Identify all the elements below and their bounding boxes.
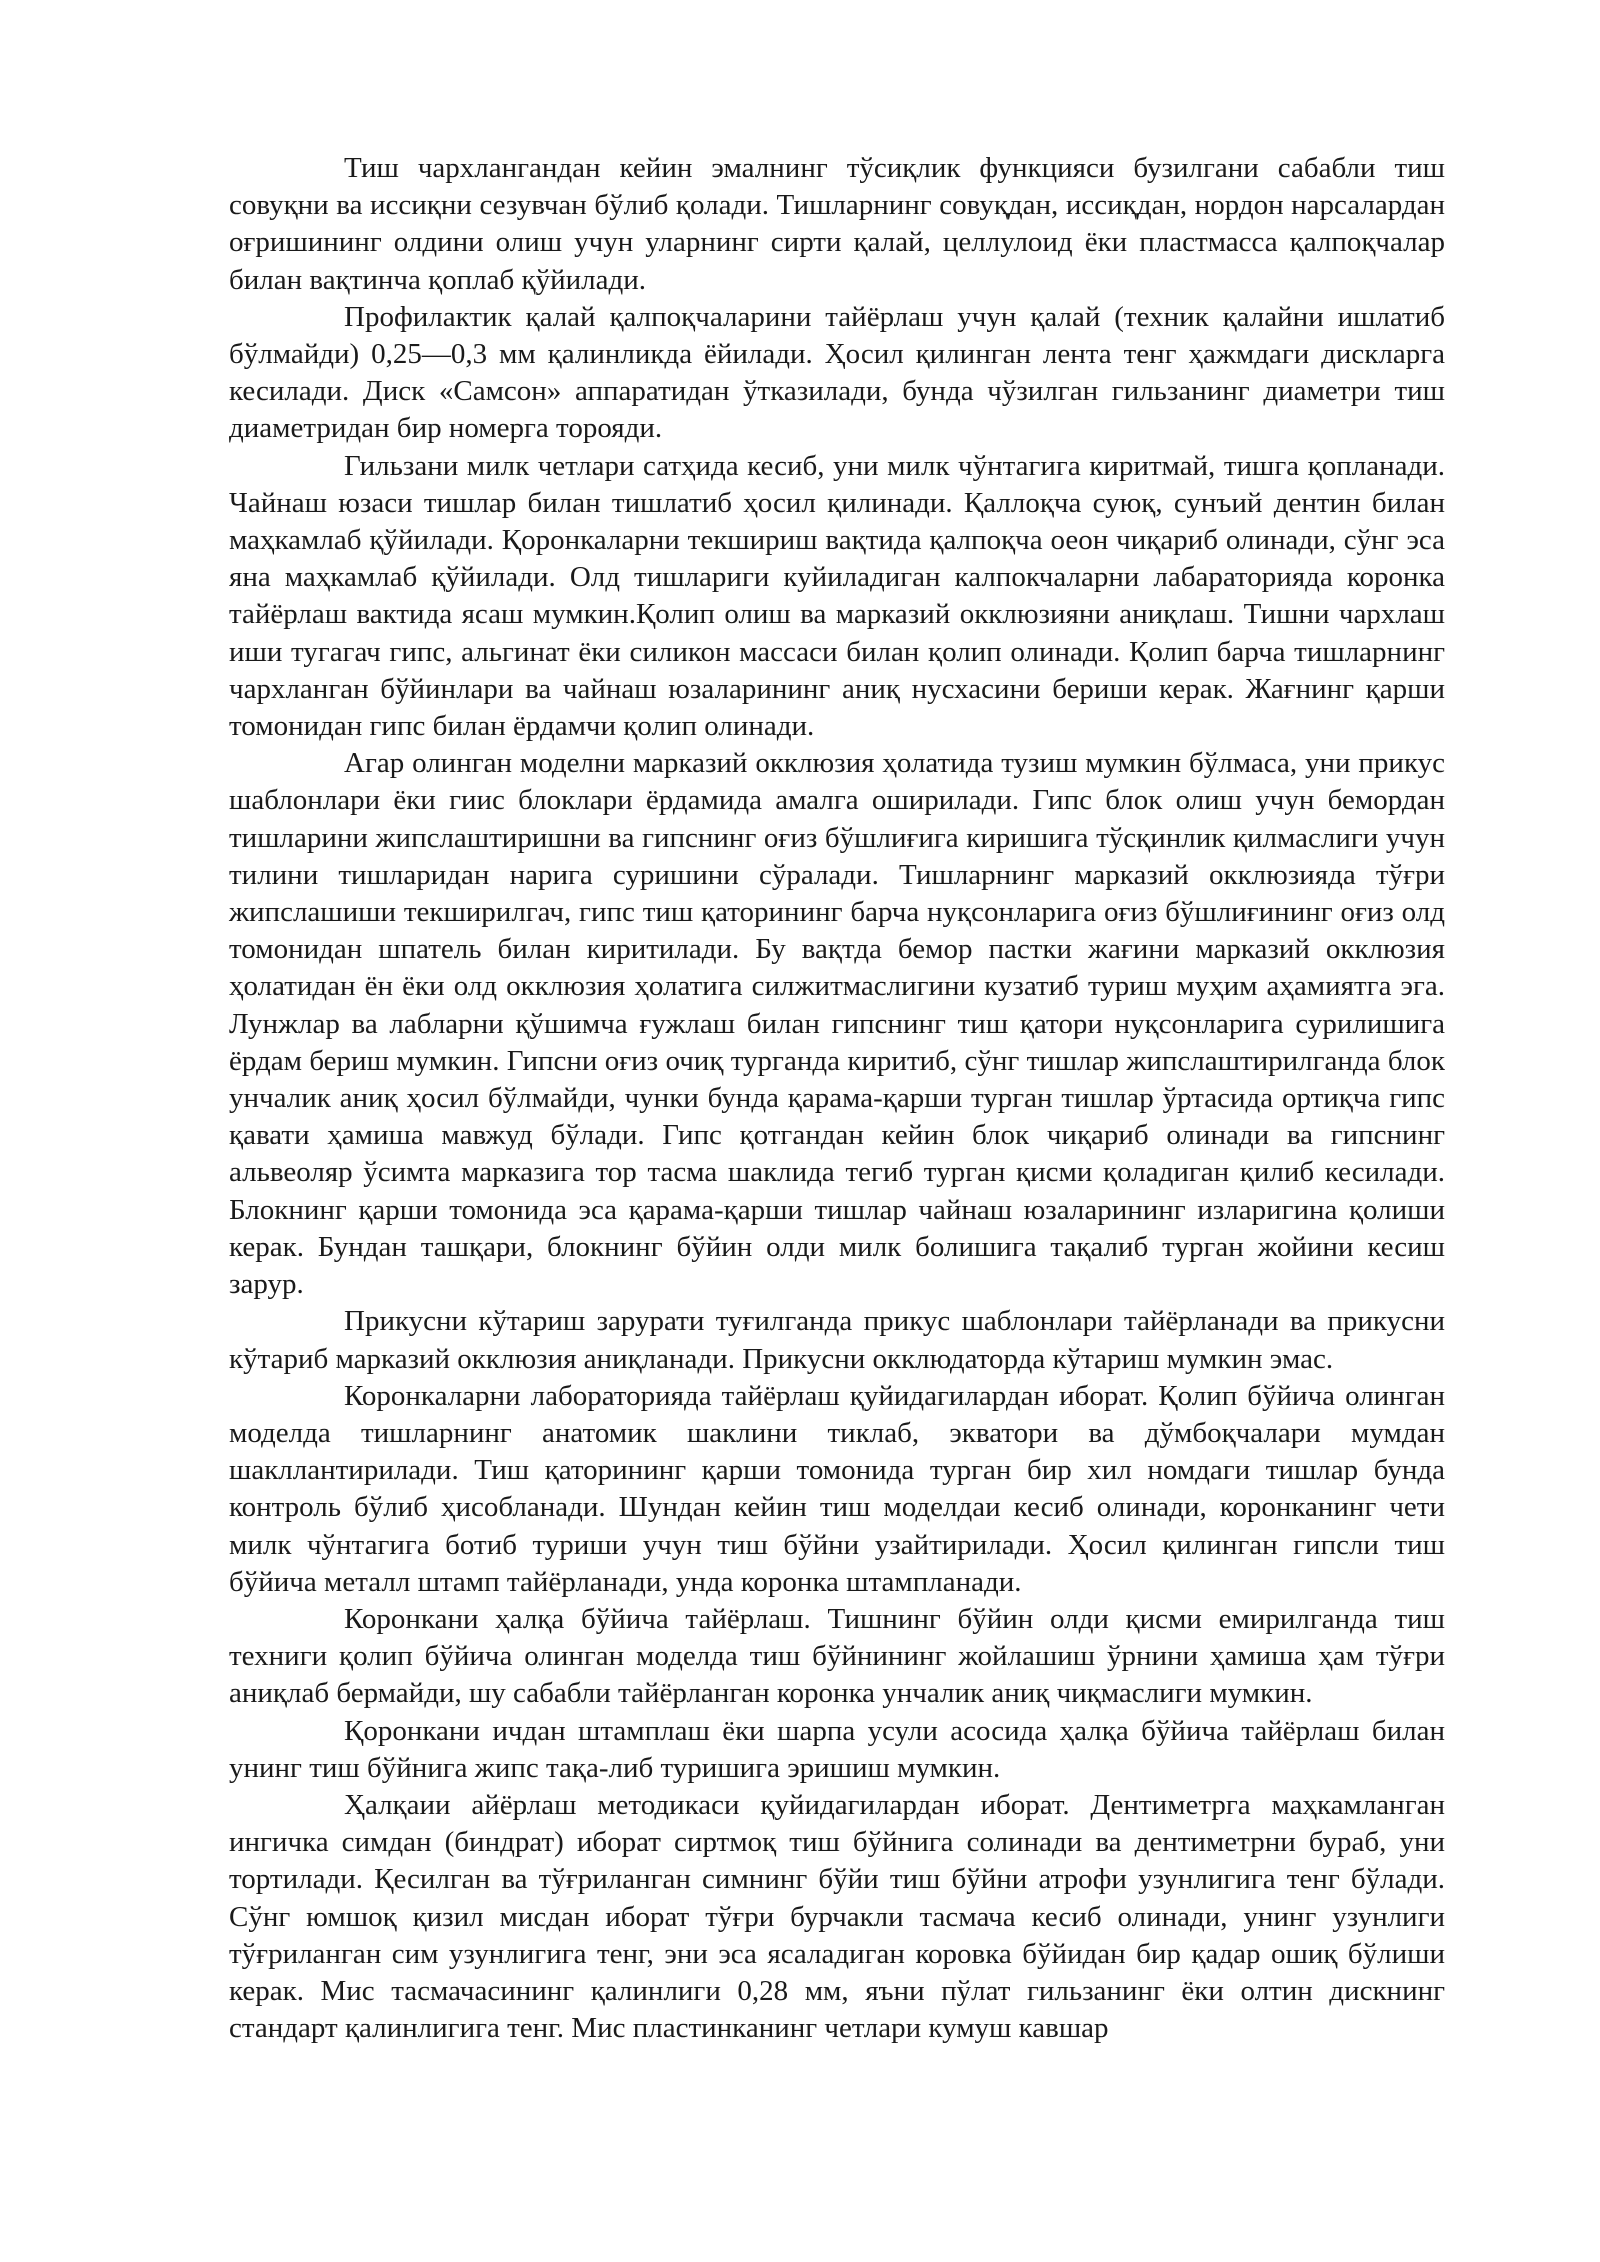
paragraph: Гильзани милк четлари сатҳида кесиб, уни милк чўнтагига киритмай, тишга қопланади. Чайнаш юзаси тишлар билан тишлатиб ҳосил қилинади. Қаллоқча суюқ, сунъий дентин билан маҳкамлаб қўйилади. Қоронкаларни текшириш вақтида қалпоқча оеон чиқариб олинади, сўнг эса яна маҳкамлаб қўйилади. Олд тишлариги куйиладиган калпокчаларни лабараторияда коронка тайёрлаш вактида ясаш мумкин.Қолип олиш ва марказий окклюзияни аниқлаш. Тишни чархлаш иши тугагач гипс, альгинат ёки силикон массаси билан қолип олинади. Қолип барча тишларнинг чархланган бўйинлари ва чайнаш юзаларининг аниқ нусхасини бериши керак. Жағнинг қарши томонидан гипс билан ёрдамчи қолип олинади.: [229, 449, 1445, 743]
paragraph: Коронкани ҳалқа бўйича тайёрлаш. Тишнинг бўйин олди қисми емирилганда тиш техниги қолип бўйича олинган моделда тиш бўйнининг жойлашиш ўрнини ҳамиша ҳам тўғри аниқлаб бермайди, шу сабабли тайёрланган коронка унчалик аниқ чиқмаслиги мумкин.: [229, 1602, 1445, 1710]
paragraph: Ҳалқаии айёрлаш методикаси қуйидагилардан иборат. Дентиметрга маҳкамланган ингичка симдан (биндрат) иборат сиртмоқ тиш бўйнига солинади ва дентиметрни бураб, уни тортилади. Қесилган ва тўғриланган симнинг бўйи тиш бўйни атрофи узунлигига тенг бўлади. Сўнг юмшоқ қизил мисдан иборат тўғри бурчакли тасмача кесиб олинади, унинг узунлиги тўғриланган сим узунлигига тенг, эни эса ясаладиган коровка бўйидан бир қадар ошиқ бўлиши керак. Мис тасмачасининг қалинлиги 0,28 мм, яъни пўлат гильзанинг ёки олтин дискнинг стандарт қалинлигига тенг. Мис пластинканинг четлари кумуш кавшар: [229, 1788, 1445, 2045]
paragraph: Қоронкани ичдан штамплаш ёки шарпа усули асосида ҳалқа бўйича тайёрлаш билан унинг тиш бўйнига жипс тақа-либ туришига эришиш мумкин.: [229, 1714, 1445, 1784]
body-text: [229, 150, 1445, 2047]
paragraph: Агар олинган моделни марказий окклюзия ҳолатида тузиш мумкин бўлмаса, уни прикус шаблонлари ёки гиис блоклари ёрдамида амалга оширилади. Гипс блок олиш учун бемордан тишларини жипслаштиришни ва гипснинг оғиз бўшлиғига киришига тўсқинлик қилмаслиги учун тилини тишларидан нарига суришини сўралади. Тишларнинг марказий окклюзияда тўғри жипслашиши текширилгач, гипс тиш қаторининг барча нуқсонларига оғиз бўшлиғининг оғиз олд томонидан шпатель билан киритилади. Бу вақтда бемор пастки жағини марказий окклюзия ҳолатидан ён ёки олд окклюзия ҳолатига силжитмаслигини кузатиб туриш муҳим аҳамиятга эга. Лунжлар ва лабларни қўшимча ғужлаш билан гипснинг тиш қатори нуқсонларига сурилишига ёрдам бериш мумкин. Гипсни оғиз очиқ турганда киритиб, сўнг тишлар жипслаштирилганда блок унчалик аниқ ҳосил бўлмайди, чунки бунда қарама-қарши турган тишлар ўртасида ортиқча гипс қавати ҳамиша мавжуд бўлади. Гипс қотгандан кейин блок чиқариб олинади ва гипснинг альвеоляр ўсимта марказига тор тасма шаклида тегиб турган қисми қоладиган қилиб кесилади. Блокнинг қарши томонида эса қарама-қарши тишлар чайнаш юзаларининг изларигина қолиши керак. Бундан ташқари, блокнинг бўйин олди милк болишига тақалиб турган жойини кесиш зарур.: [229, 747, 1445, 1301]
paragraph: Тиш чархлангандан кейин эмалнинг тўсиқлик функцияси бузилгани сабабли тиш совуқни ва иссиқни сезувчан бўлиб қолади. Тишларнинг совуқдан, иссиқдан, нордон нарсалардан оғришининг олдини олиш учун уларнинг сирти қалай, целлулоид ёки пластмасса қалпоқчалар билан вақтинча қоплаб қўйилади.: [229, 152, 1445, 296]
paragraph: Профилактик қалай қалпоқчаларини тайёрлаш учун қалай (техник қалайни ишлатиб бўлмайди) 0,25—0,3 мм қалинликда ёйилади. Ҳосил қилинган лента тенг ҳажмдаги дискларга кесилади. Диск «Самсон» аппаратидан ўтказилади, бунда чўзилган гильзанинг диаметри тиш диаметридан бир номерга торояди.: [229, 300, 1445, 445]
paragraph: Коронкаларни лабораторияда тайёрлаш қуйидагилардан иборат. Қолип бўйича олинган моделда тишларнинг анатомик шаклини тиклаб, экватори ва дўмбоқчалари мумдан шакллантирилади. Тиш қаторининг қарши томонида турган бир хил номдаги тишлар бунда контроль бўлиб ҳисобланади. Шундан кейин тиш моделдаи кесиб олинади, коронканинг чети милк чўнтагига ботиб туриши учун тиш бўйни узайтирилади. Ҳосил қилинган гипсли тиш бўйича металл штамп тайёрланади, унда коронка штампланади.: [229, 1379, 1445, 1598]
paragraph: Прикусни кўтариш зарурати туғилганда прикус шаблонлари тайёрланади ва прикусни кўтариб марказий окклюзия аниқланади. Прикусни окклюдаторда кўтариш мумкин эмас.: [229, 1305, 1445, 1375]
